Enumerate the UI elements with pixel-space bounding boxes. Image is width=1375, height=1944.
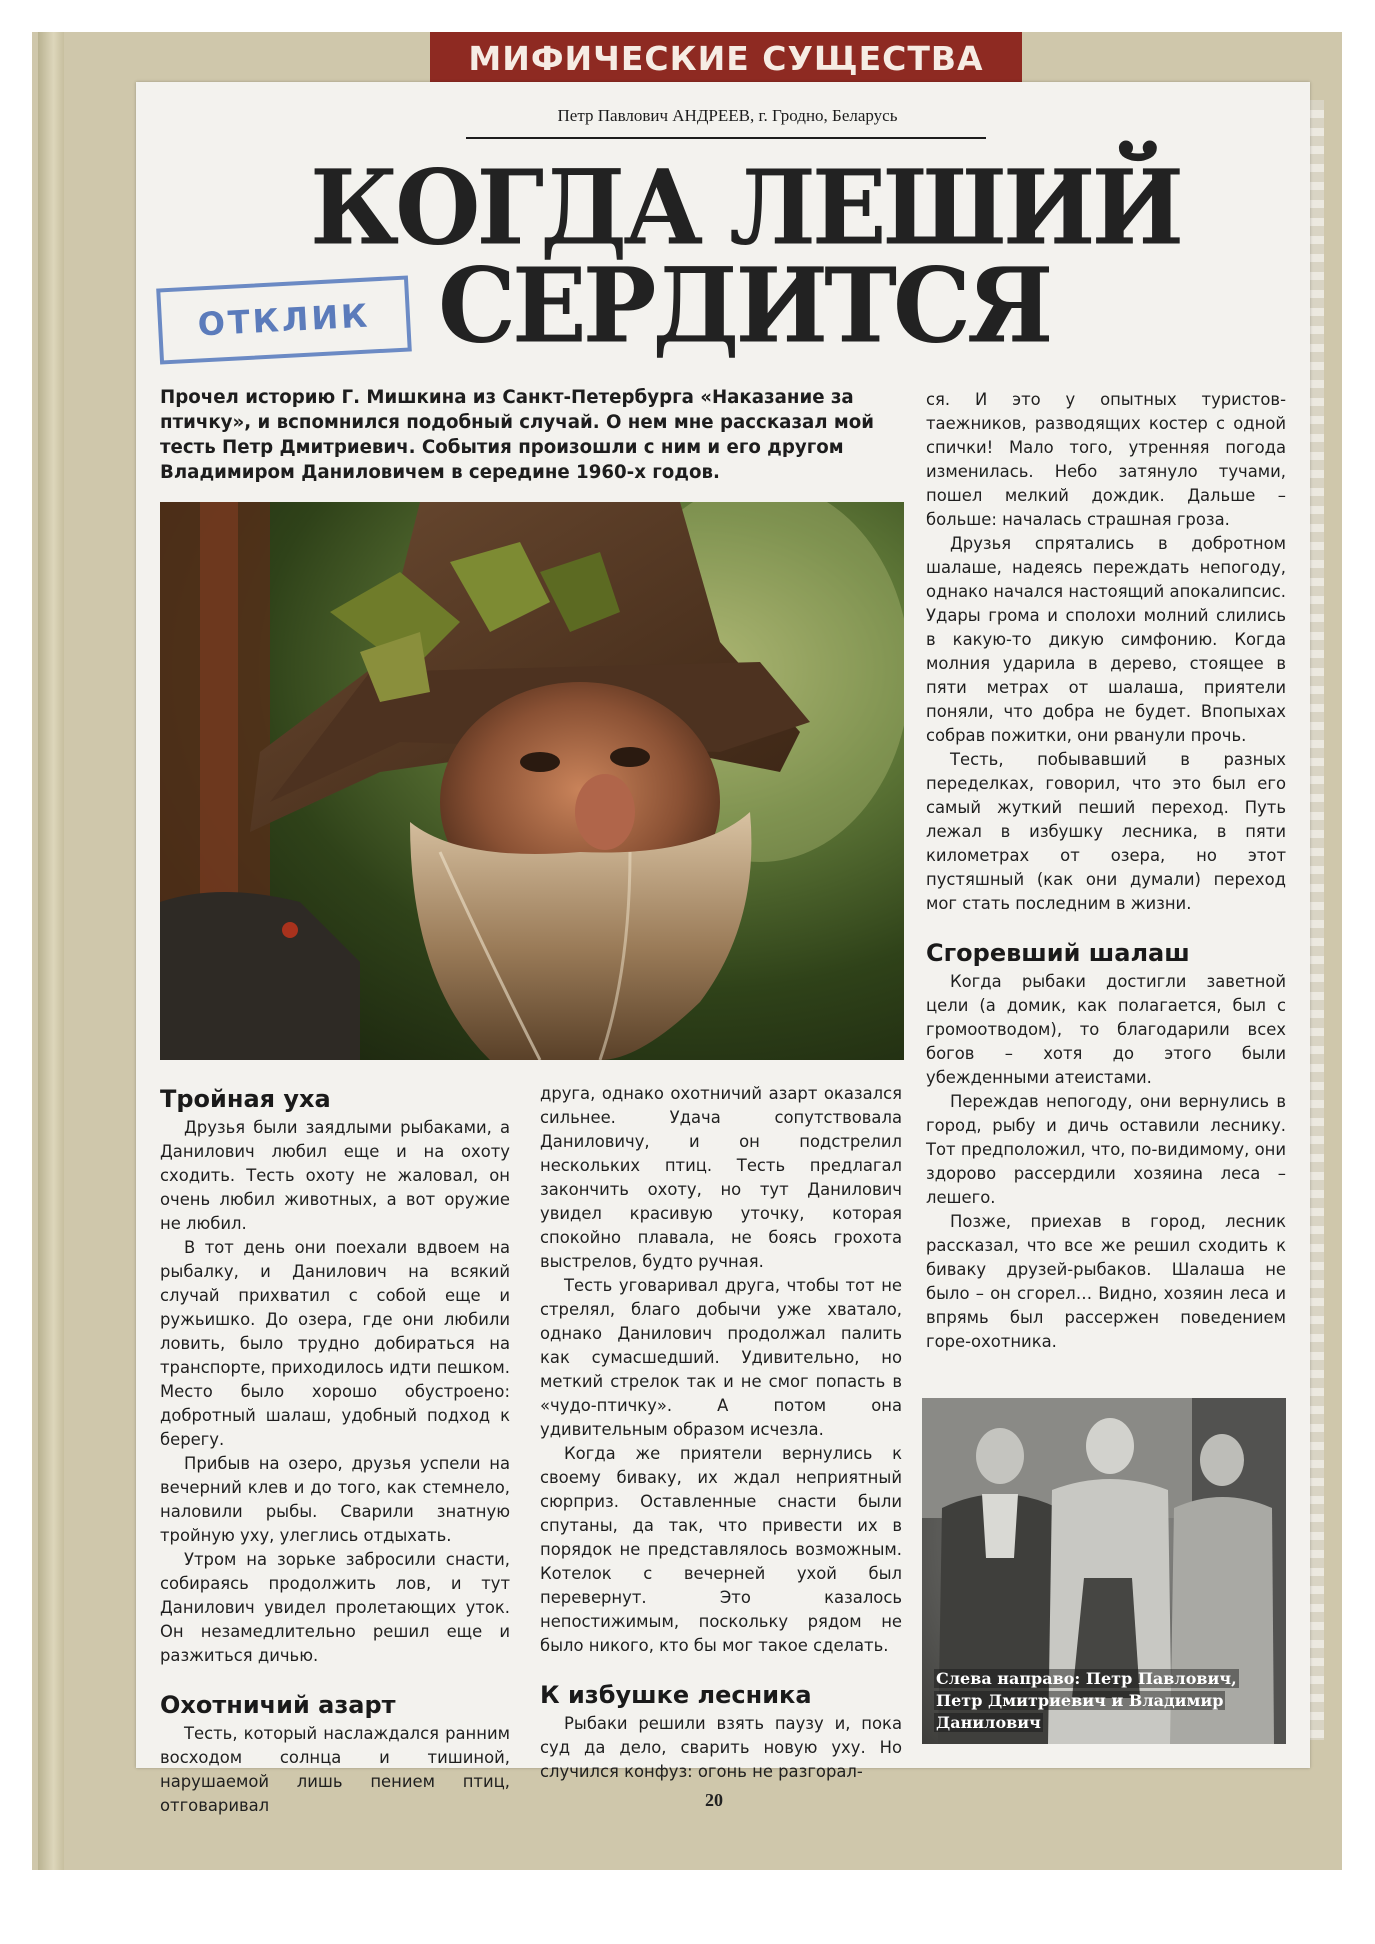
section-header [430, 32, 1022, 84]
subheading-burnt-hut: Сгоревший шалаш [926, 939, 1190, 967]
photo-caption [934, 1668, 1274, 1734]
paragraph: Тесть уговаривал друга, чтобы тот не стрелял, благо добычи уже хватало, однако Данилович продолжал палить как сумасшедший. Удивительно, но меткий стрелок так и не смог попасть в «чудо-птичку». А потом она удивительным образом исчезла. [540, 1276, 902, 1439]
column-1 [160, 1080, 510, 1818]
paragraph: Когда рыбаки достигли заветной цели (а домик, как полагается, был с громоотводом), то благодарили всех богов – хотя до этого были убежденными атеистами. [926, 972, 1286, 1087]
subheading-hunting-passion: Охотничий азарт [160, 1691, 396, 1719]
subheading-triple-ukha: Тройная уха [160, 1085, 331, 1113]
byline: Петр Павлович АНДРЕЕВ, г. Гродно, Беларусь [557, 106, 898, 125]
next-page-edge [1310, 100, 1324, 1740]
paragraph: Переждав непогоду, они вернулись в город, рыбу и дичь оставили леснику. Тот предположил, что, по-видимому, они здорово рассердили хозяина леса – лешего. [926, 1092, 1286, 1207]
caption-line: Петр Дмитриевич и Владимир [936, 1691, 1224, 1710]
article-title [300, 148, 1181, 367]
paragraph: Друзья спрятались в добротном шалаше, надеясь переждать непогоду, однако начался настоящий апокалипсис. Удары грома и сполохи молний слились в какую-то дикую симфонию. Когда молния ударила в дерево, стоящее в пяти метрах от шалаша, приятели поняли, что добра не будет. Впопыхах собрав пожитки, они рванули прочь. [926, 534, 1286, 745]
paragraph: Тесть, побывавший в разных переделках, говорил, что это был его самый жуткий пеший переход. Путь лежал в избушку лесника, в пяти километрах от озера, но этот пустяшный (как они думали) переход мог стать последним в жизни. [926, 750, 1286, 913]
paragraph: Когда же приятели вернулись к своему биваку, их ждал неприятный сюрприз. Оставленные снасти были спутаны, да так, что привести их в порядок не представлялось возможным. Котелок с вечерней ухой был перевернут. Это казалось непостижимым, поскольку рядом не было никого, кто бы мог такое сделать. [540, 1444, 902, 1655]
paragraph: В тот день они поехали вдвоем на рыбалку, и Данилович на всякий случай прихватил с собой еще и ружьишко. До озера, где они любили ловить, было трудно добираться на транспорте, приходилось идти пешком. Место было хорошо обустроено: добротный шалаш, удобный подход к берегу. [160, 1238, 510, 1449]
column-3 [926, 388, 1286, 1354]
paragraph: Тесть, который наслаждался ранним восходом солнца и тишиной, нарушаемой лишь пением птиц, отговаривал [160, 1724, 510, 1815]
caption-line: Данилович [936, 1713, 1041, 1732]
byline-rule [466, 137, 986, 139]
article-lead: Прочел историю Г. Мишкина из Санкт-Петербурга «Наказание за птичку», и вспомнился подобный случай. О нем мне рассказал мой тесть Петр Дмитриевич. События произошли с ним и его другом Владимиром Даниловичем в середине 1960-х годов. [160, 387, 875, 483]
title-line-2: СЕРДИТСЯ [438, 246, 1050, 367]
three-men-photo [922, 1398, 1286, 1744]
page-number: 20 [705, 1790, 723, 1810]
paragraph: Позже, приехав в город, лесник рассказал, что все же решил сходить к биваку друзей-рыбаков. Шалаша не было – он сгорел… Видно, хозяин леса и впрямь был рассержен поведением горе-охотника. [926, 1212, 1286, 1351]
paragraph: ся. И это у опытных туристов-таежников, разводящих костер с одной спички! Мало того, утренняя погода изменилась. Небо затянуло тучами, пошел мелкий дождик. Дальше – больше: началась страшная гроза. [926, 390, 1286, 529]
paragraph: друга, однако охотничий азарт оказался сильнее. Удача сопутствовала Даниловичу, и он подстрелил нескольких птиц. Тесть предлагал закончить охоту, но тут Данилович увидел красивую уточку, которая спокойно плавала, не боясь грохота выстрелов, будто ручная. [540, 1084, 902, 1271]
sheet-edge [38, 32, 64, 1870]
paragraph: Прибыв на озеро, друзья успели на вечерний клев и до того, как стемнело, наловили рыбы. Сварили знатную тройную уху, улеглись отдыхать. [160, 1454, 510, 1545]
paragraph: Друзья были заядлыми рыбаками, а Данилович любил еще и на охоту сходить. Тесть охоту не жаловал, он очень любил животных, а вот оружие не любил. [160, 1118, 510, 1233]
paragraph: Утром на зорьке забросили снасти, собираясь продолжить лов, и тут Данилович увидел пролетающих уток. Он незамедлительно решил еще и разжиться дичью. [160, 1550, 510, 1665]
column-2 [540, 1082, 902, 1784]
leshy-illustration [160, 502, 904, 1060]
leshy-image [160, 502, 904, 1060]
subheading-forester-hut: К избушке лесника [540, 1681, 812, 1709]
caption-line: Слева направо: Петр Павлович, [936, 1669, 1237, 1688]
title-line-1: КОГДА ЛЕШИЙ [310, 148, 1181, 269]
section-header-text: МИФИЧЕСКИЕ СУЩЕСТВА [468, 38, 984, 78]
paragraph: Рыбаки решили взять паузу и, пока суд да дело, сварить новую уху. Но случился конфуз: огонь не разгорал- [540, 1714, 902, 1781]
response-stamp: ОТКЛИК [156, 275, 412, 364]
